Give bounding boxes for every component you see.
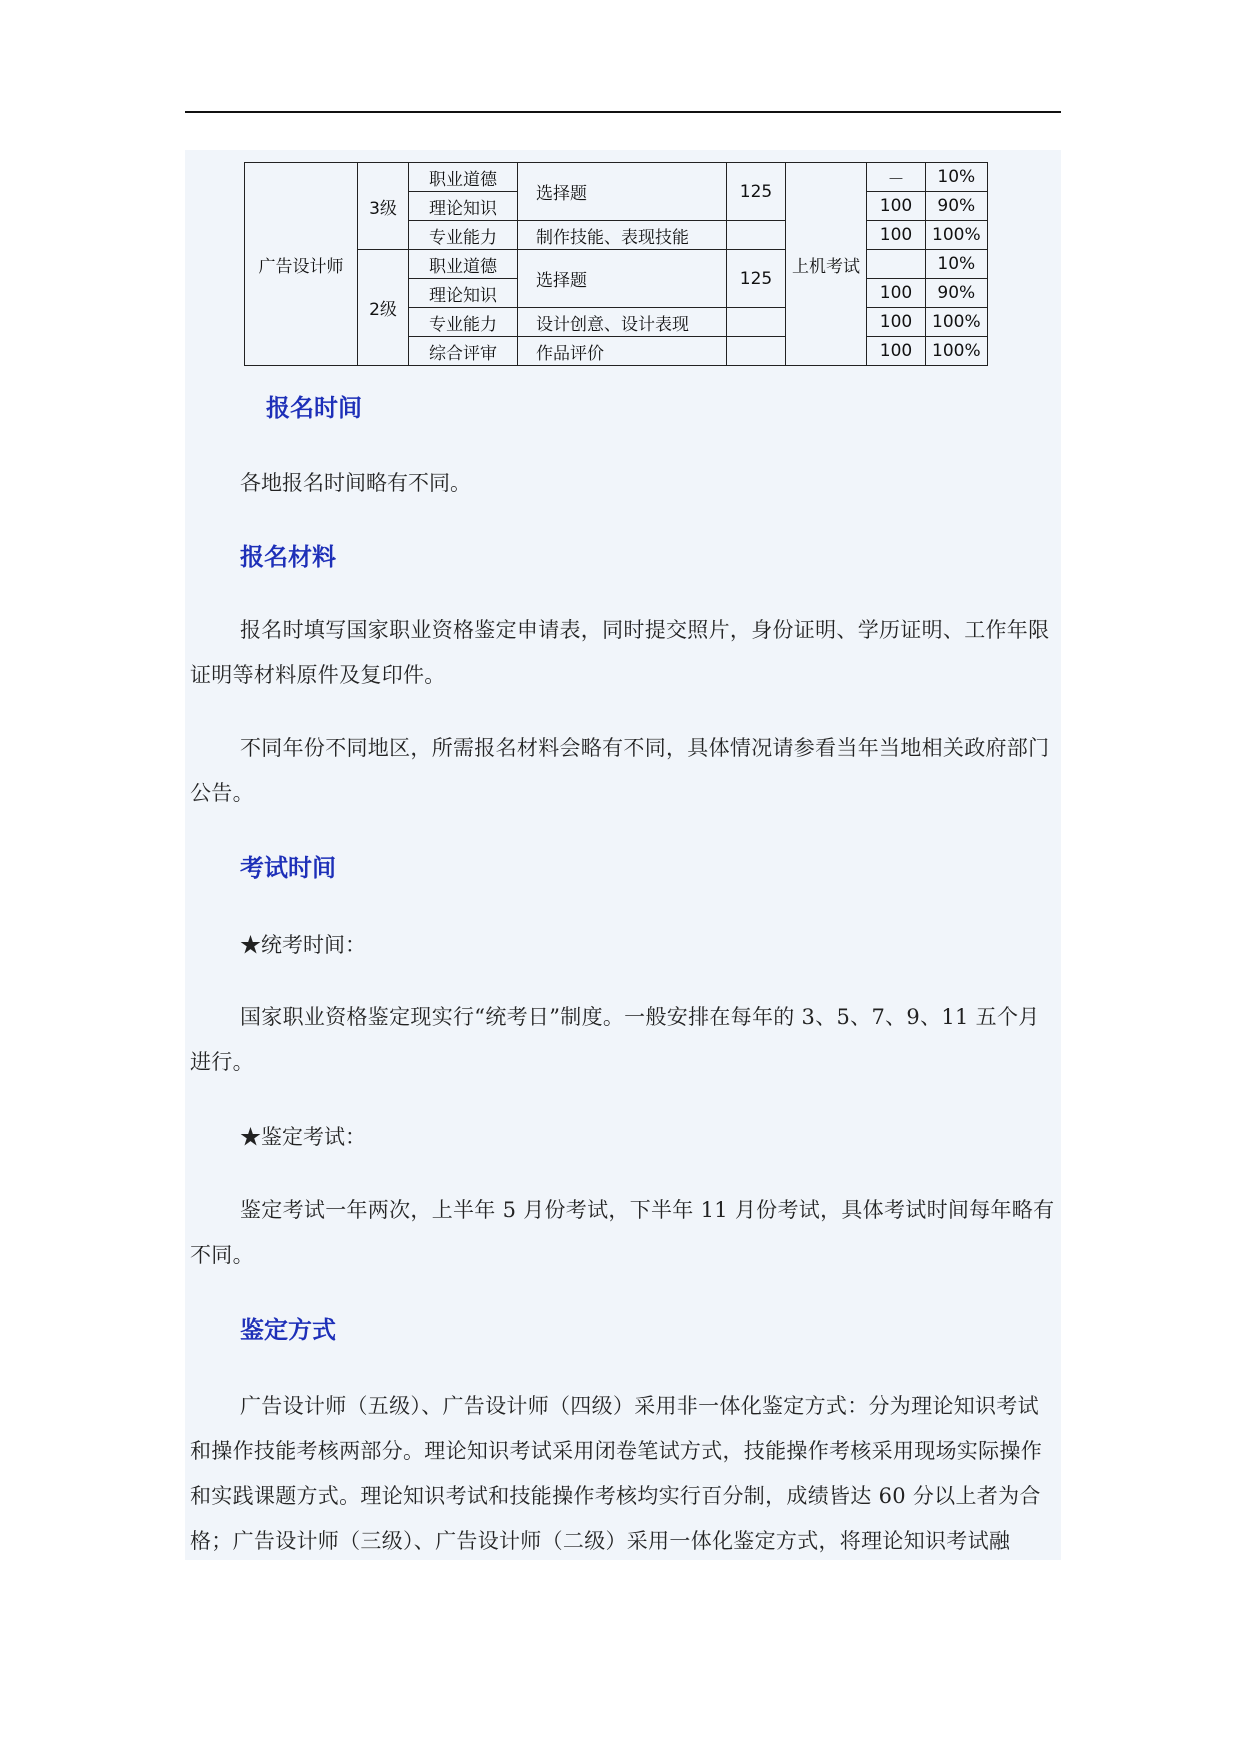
content-cell: 设计创意、设计表现 (518, 308, 727, 337)
count-cell (727, 337, 786, 366)
paragraph: 各地报名时间略有不同。 (240, 471, 471, 495)
level-cell: 2级 (358, 250, 409, 366)
count-cell: 125 (727, 250, 786, 308)
module-cell: 职业道德 (409, 163, 518, 192)
score-cell: － (867, 163, 926, 192)
heading-method: 鉴定方式 (240, 1316, 336, 1344)
score-cell: 100 (867, 279, 926, 308)
method-cell: 上机考试 (786, 163, 867, 366)
paragraph: 国家职业资格鉴定现实行“统考日”制度。一般安排在每年的 3、5、7、9、11 五个月进行。 (190, 1005, 1040, 1074)
content-cell: 制作技能、表现技能 (518, 221, 727, 250)
weight-cell: 10% (926, 163, 988, 192)
count-cell (727, 221, 786, 250)
subheading: ★鉴定考试： (240, 1125, 366, 1149)
module-cell: 专业能力 (409, 221, 518, 250)
count-cell (727, 308, 786, 337)
score-cell: 100 (867, 221, 926, 250)
header-rule (185, 111, 1061, 113)
weight-cell: 90% (926, 279, 988, 308)
module-cell: 理论知识 (409, 279, 518, 308)
heading-reg-materials: 报名材料 (240, 543, 336, 571)
score-cell: 100 (867, 308, 926, 337)
paragraph: 不同年份不同地区，所需报名材料会略有不同，具体情况请参看当年当地相关政府部门公告。 (190, 736, 1050, 805)
module-cell: 专业能力 (409, 308, 518, 337)
table-row (245, 163, 988, 192)
module-cell: 综合评审 (409, 337, 518, 366)
heading-exam-time: 考试时间 (240, 854, 336, 882)
score-cell (867, 250, 926, 279)
score-cell: 100 (867, 192, 926, 221)
paragraph: 广告设计师（五级）、广告设计师（四级）采用非一体化鉴定方式：分为理论知识考试和操作技能考核两部分。理论知识考试采用闭卷笔试方式，技能操作考核采用现场实际操作和实践课题方式。理论知识考试和技能操作考核均实行百分制，成绩皆达 60 分以上者为合格；广告设计师（三级）、广告设计师（二级）采用一体化鉴定方式，将理论知识考试融 (190, 1394, 1042, 1553)
weight-cell: 100% (926, 337, 988, 366)
weight-cell: 90% (926, 192, 988, 221)
subheading: ★统考时间： (240, 933, 366, 957)
weight-cell: 100% (926, 308, 988, 337)
module-cell: 职业道德 (409, 250, 518, 279)
profession-cell: 广告设计师 (245, 163, 358, 366)
content-cell: 作品评价 (518, 337, 727, 366)
paragraph: 鉴定考试一年两次，上半年 5 月份考试，下半年 11 月份考试，具体考试时间每年略有不同。 (190, 1198, 1055, 1267)
weight-cell: 10% (926, 250, 988, 279)
count-cell: 125 (727, 163, 786, 221)
content-cell: 选择题 (518, 163, 727, 221)
score-cell: 100 (867, 337, 926, 366)
content-cell: 选择题 (518, 250, 727, 308)
weight-cell: 100% (926, 221, 988, 250)
level-cell: 3级 (358, 163, 409, 250)
heading-reg-time: 报名时间 (266, 394, 362, 422)
grade-table (244, 162, 988, 366)
module-cell: 理论知识 (409, 192, 518, 221)
paragraph: 报名时填写国家职业资格鉴定申请表，同时提交照片，身份证明、学历证明、工作年限证明等材料原件及复印件。 (190, 618, 1050, 687)
